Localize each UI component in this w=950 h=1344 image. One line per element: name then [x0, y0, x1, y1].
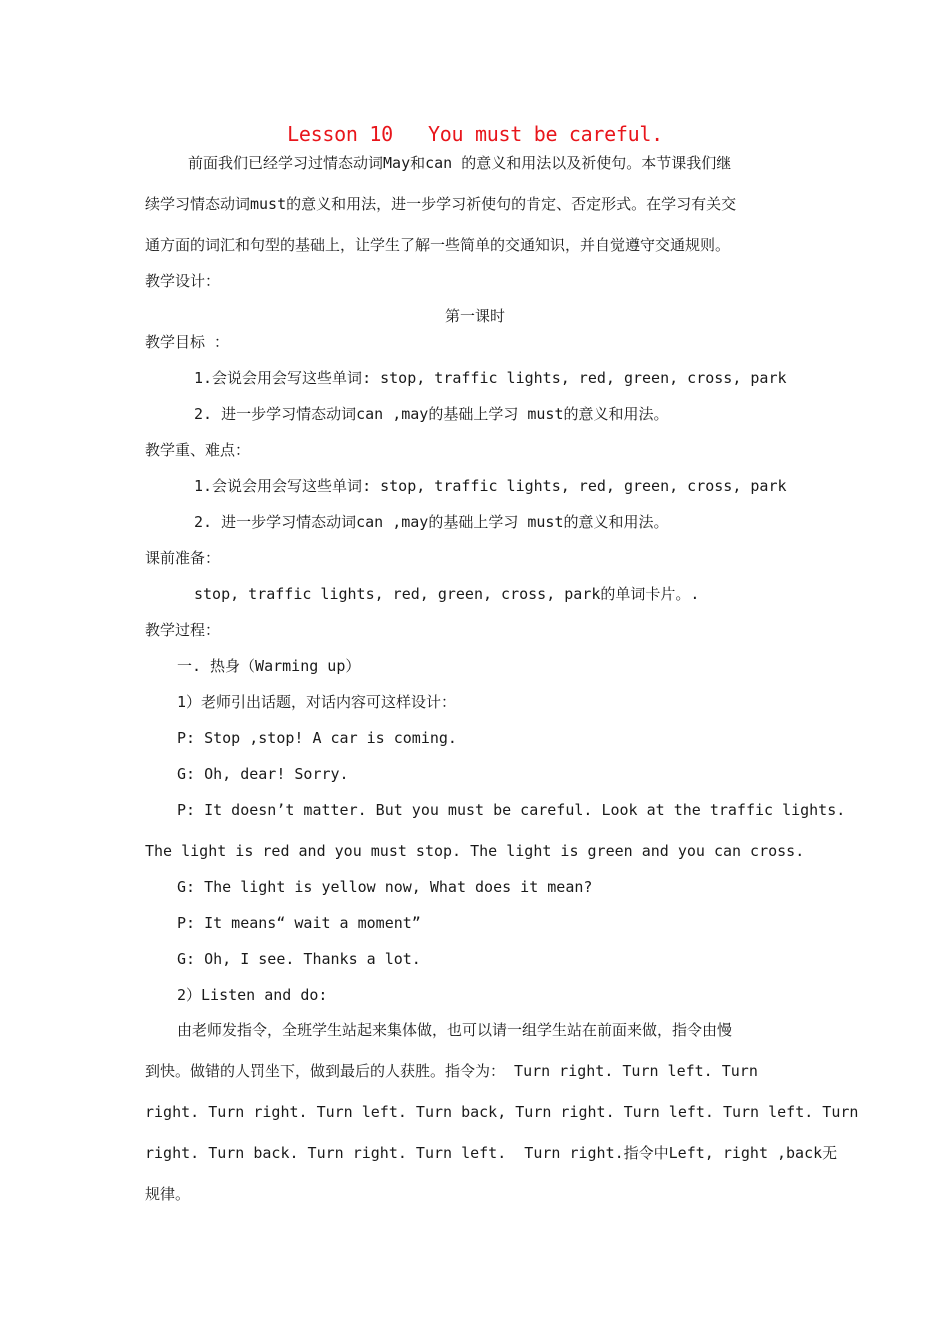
period-heading: 第一课时	[444, 307, 505, 325]
key-point-item-1: 1.会说会用会写这些单词: stop, traffic lights, red, green, cross, park	[194, 477, 787, 495]
instruction-line: 由老师发指令，全班学生站起来集体做，也可以请一组学生站在前面来做，指令由慢	[177, 1021, 733, 1039]
design-label: 教学设计：	[145, 272, 221, 290]
intro-line-1: 前面我们已经学习过情态动词May和can 的意义和用法以及祈使句。本节课我们继	[188, 154, 732, 172]
key-point-item-2: 2. 进一步学习情态动词can ,may的基础上学习 must的意义和用法。	[194, 513, 669, 531]
objective-item-1: 1.会说会用会写这些单词: stop, traffic lights, red, green, cross, park	[194, 369, 787, 387]
dialogue-line: P: It means“ wait a moment”	[177, 914, 421, 932]
preparation-label: 课前准备：	[145, 549, 221, 567]
preparation-text: stop, traffic lights, red, green, cross, park的单词卡片。.	[194, 585, 700, 603]
instruction-line: right. Turn right. Turn left. Turn back, Turn right. Turn left. Turn left. Turn	[145, 1103, 859, 1121]
objective-item-2: 2. 进一步学习情态动词can ,may的基础上学习 must的意义和用法。	[194, 405, 669, 423]
section-warming-up: 一. 热身（Warming up）	[177, 657, 361, 675]
lesson-title: Lesson 10 You must be careful.	[287, 122, 663, 146]
key-points-label: 教学重、难点：	[145, 441, 251, 459]
step-2-heading: 2）Listen and do:	[177, 986, 328, 1004]
instruction-line: right. Turn back. Turn right. Turn left. Turn right.指令中Left, right ,back无	[145, 1144, 838, 1162]
instruction-line: 规律。	[145, 1185, 191, 1203]
objectives-label: 教学目标 ：	[145, 333, 230, 351]
step-1-heading: 1）老师引出话题，对话内容可这样设计：	[177, 693, 457, 711]
dialogue-line: P: Stop ,stop! A car is coming.	[177, 729, 457, 747]
dialogue-line: G: The light is yellow now, What does it mean?	[177, 878, 593, 896]
instruction-line: 到快。做错的人罚坐下，做到最后的人获胜。指令为： Turn right. Turn left. Turn	[145, 1062, 758, 1080]
dialogue-line: The light is red and you must stop. The light is green and you can cross.	[145, 842, 805, 860]
dialogue-line: G: Oh, dear! Sorry.	[177, 765, 349, 783]
process-label: 教学过程：	[145, 621, 221, 639]
dialogue-line: P: It doesn’t matter. But you must be careful. Look at the traffic lights.	[177, 801, 846, 819]
intro-line-2: 续学习情态动词must的意义和用法，进一步学习祈使句的肯定、否定形式。在学习有关交	[145, 195, 737, 213]
dialogue-line: G: Oh, I see. Thanks a lot.	[177, 950, 421, 968]
intro-line-3: 通方面的词汇和句型的基础上，让学生了解一些简单的交通知识，并自觉遵守交通规则。	[145, 236, 731, 254]
